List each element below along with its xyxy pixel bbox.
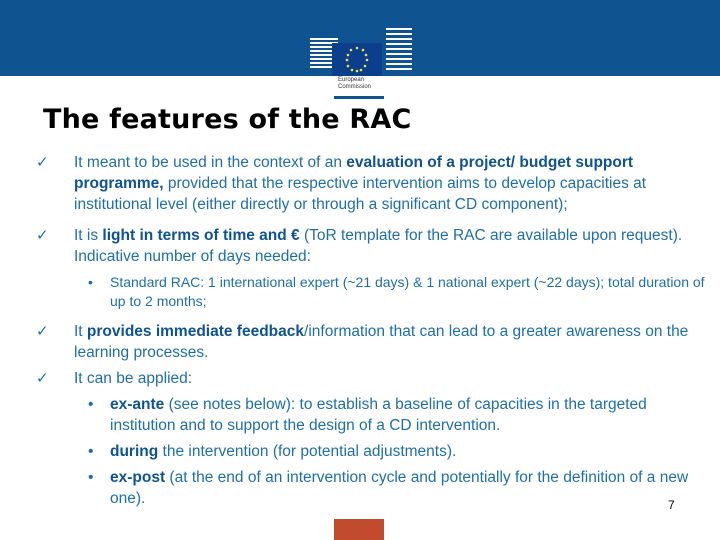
logo-text: European Commission bbox=[338, 77, 372, 90]
feature-item: ✓ It can be applied: bbox=[36, 370, 193, 387]
checkmark-icon: ✓ bbox=[36, 323, 49, 340]
logo-underline bbox=[334, 96, 384, 99]
slide-content bbox=[36, 152, 716, 514]
feature-item: ✓ It meant to be used in the context of an evaluation of a project/ budget support programme, provided that the respective intervention aims to develop capacities at institutional level (either directly or through a significant CD component); bbox=[36, 154, 647, 213]
feature-item: ✓ It is light in terms of time and € (ToR template for the RAC are available upon request). Indicative number of days needed: bbox=[36, 227, 683, 265]
page-number: 7 bbox=[668, 498, 675, 512]
checkmark-icon: ✓ bbox=[36, 227, 49, 244]
checkmark-icon: ✓ bbox=[36, 154, 49, 171]
applied-item-ex-post: • ex-post (at the end of an intervention cycle and potentially for the definition of a new one). bbox=[88, 469, 689, 507]
checkmark-icon: ✓ bbox=[36, 370, 49, 387]
bullet-icon: • bbox=[88, 443, 94, 460]
applied-item-ex-ante: • ex-ante (see notes below): to establish a baseline of capacities in the targeted institution and to support the design of a CD intervention. bbox=[88, 396, 647, 434]
applied-item-during: • during the intervention (for potential adjustments). bbox=[88, 443, 457, 460]
slide-title: The features of the RAC bbox=[43, 104, 412, 135]
footer-badge bbox=[334, 519, 384, 540]
bullet-icon: • bbox=[88, 274, 93, 290]
sub-bullet-item: • Standard RAC: 1 international expert (~21 days) & 1 national expert (~22 days); total duration of up to 2 months; bbox=[88, 274, 705, 309]
bullet-icon: • bbox=[88, 469, 94, 486]
bullet-icon: • bbox=[88, 396, 94, 413]
feature-item: ✓ It provides immediate feedback/information that can lead to a greater awareness on the learning processes. bbox=[36, 323, 689, 361]
